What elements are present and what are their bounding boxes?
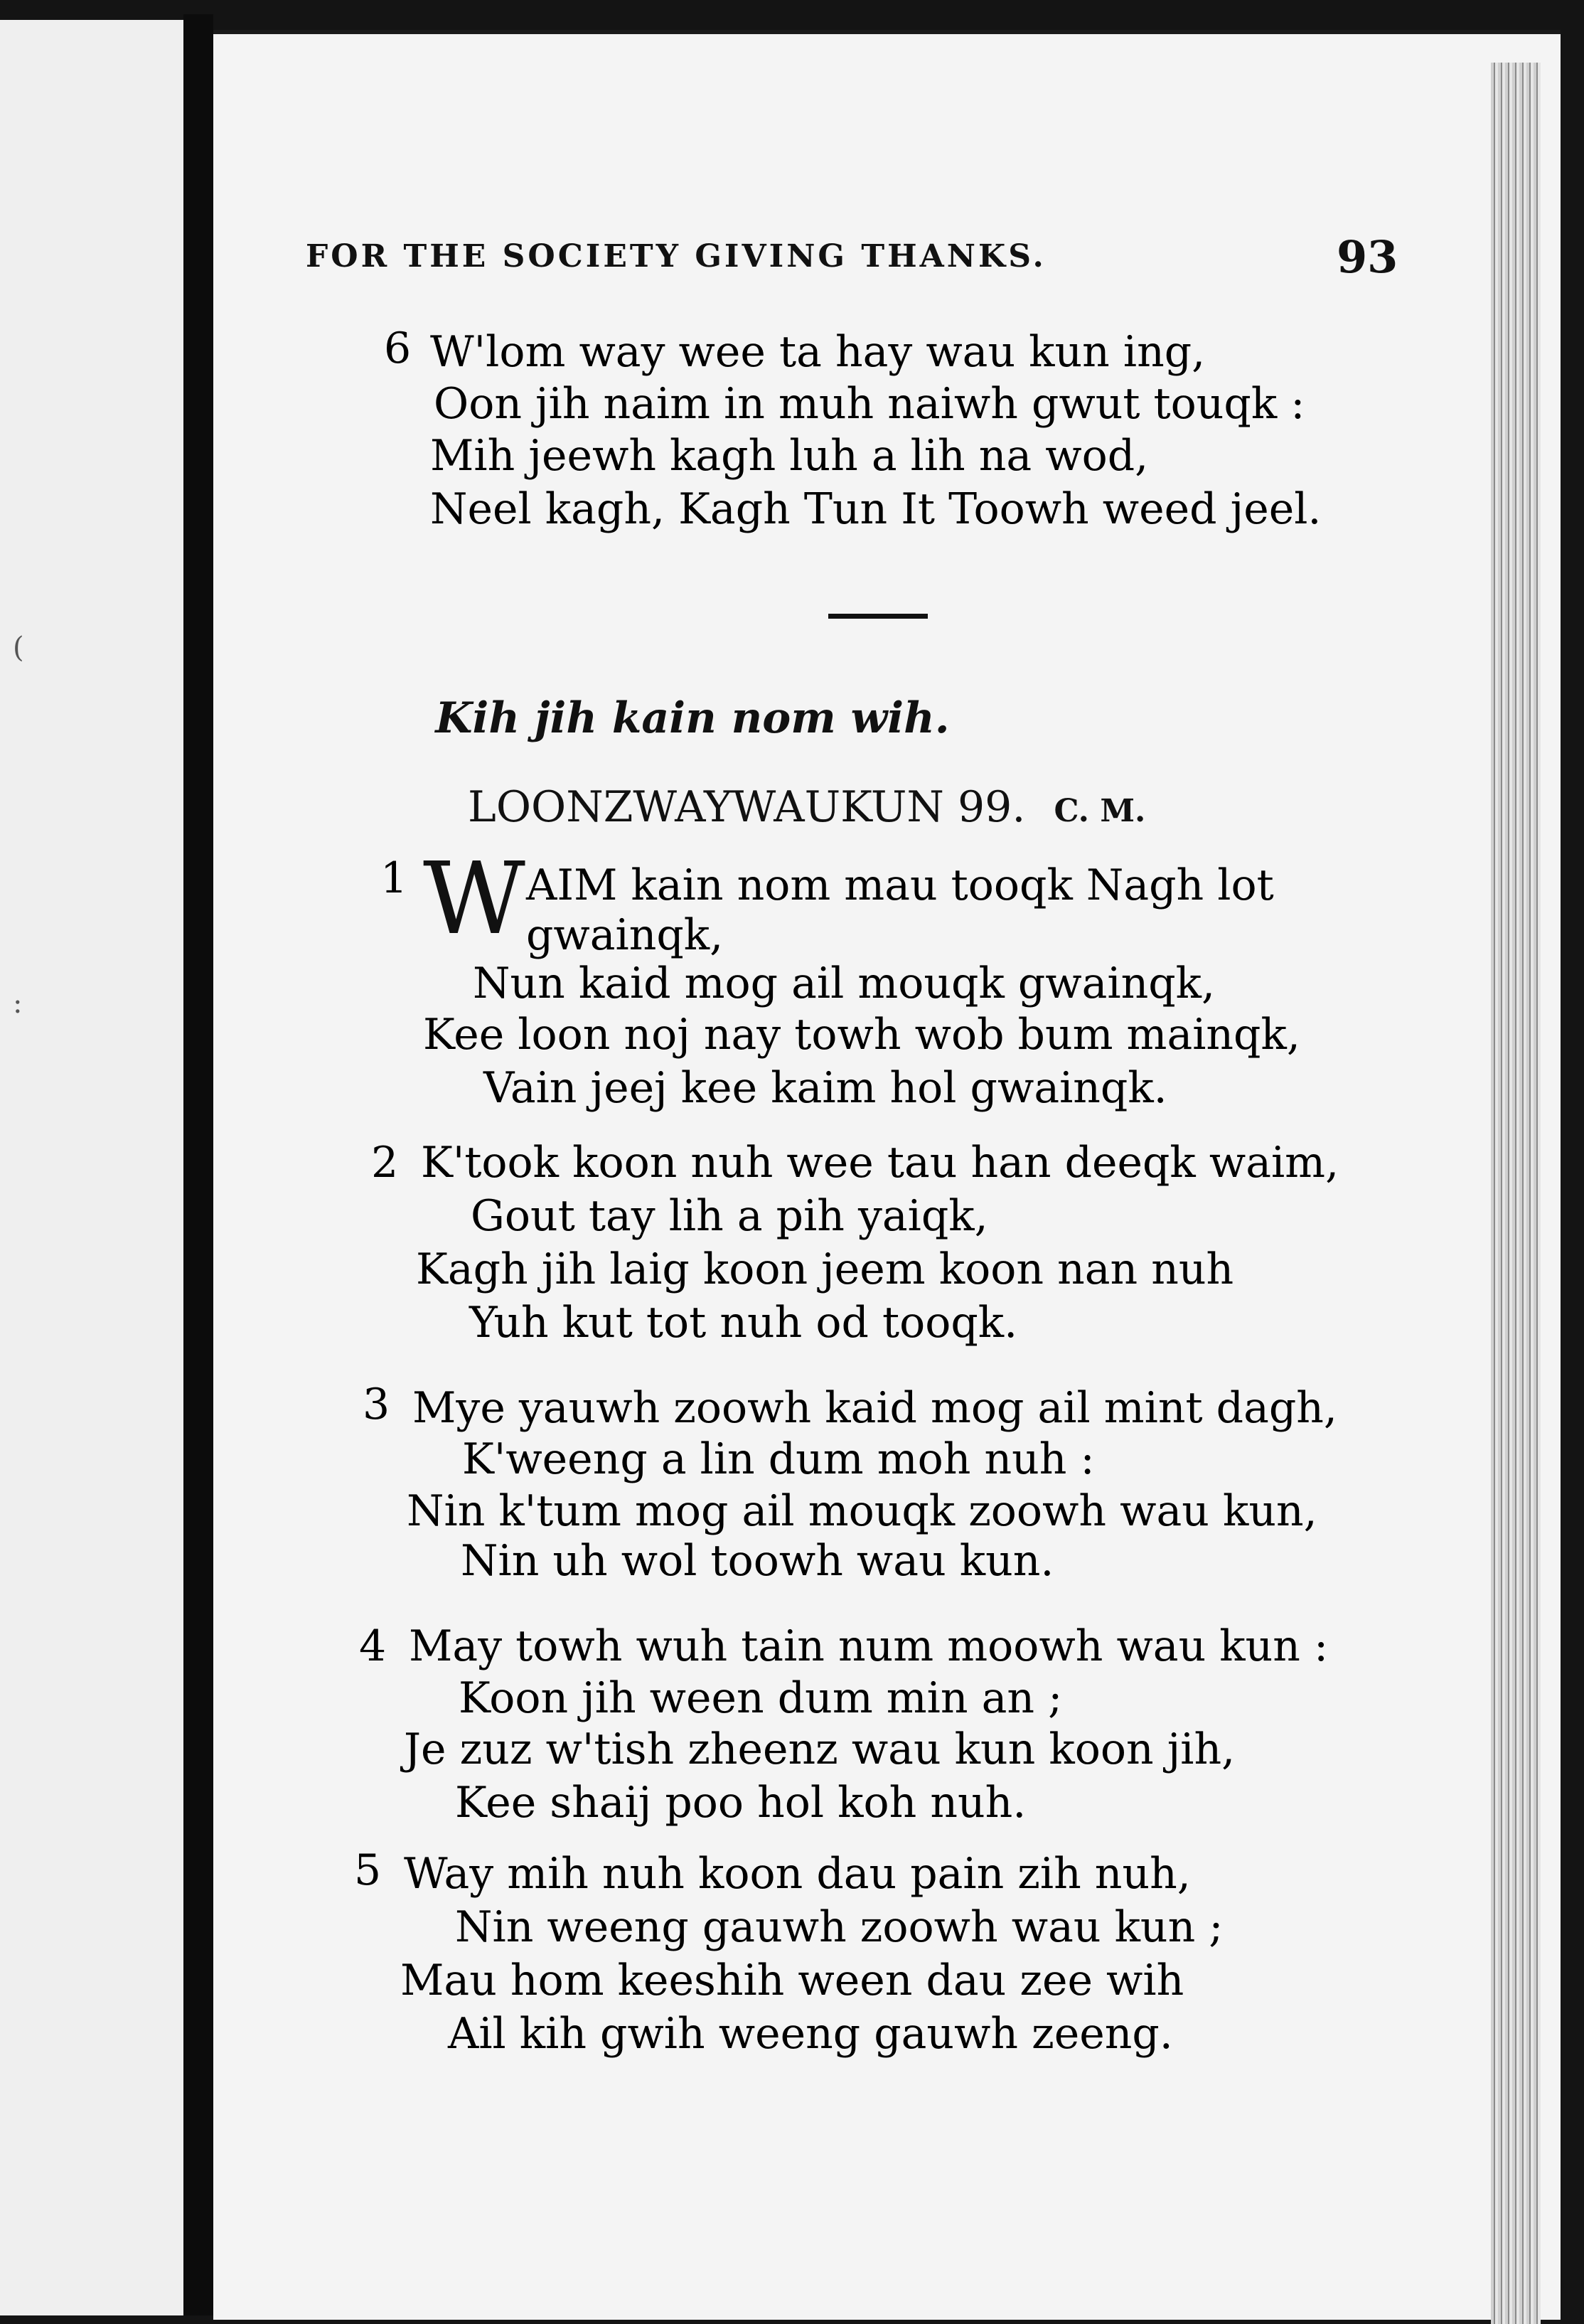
- hymn-subtitle: Kih jih kain nom wih.: [435, 693, 950, 743]
- verse-line: K'weeng a lin dum moh nuh :: [462, 1434, 1095, 1484]
- verse-line: Mau hom keeshih ween dau zee wih: [400, 1956, 1184, 2005]
- running-title: FOR THE SOCIETY GIVING THANKS.: [306, 238, 1047, 274]
- verse-line: Way mih nuh koon dau pain zih nuh,: [404, 1849, 1191, 1899]
- stanza-number: 5: [354, 1845, 382, 1895]
- verse-line: Nin weeng gauwh zoowh wau kun ;: [455, 1902, 1224, 1952]
- stanza-number: 1: [380, 853, 408, 903]
- book-gutter: [183, 14, 213, 2315]
- page-number: 93: [1337, 231, 1398, 283]
- verse-line: gwainqk,: [526, 910, 724, 960]
- stanza-number: 6: [384, 324, 412, 373]
- stanza-number: 4: [359, 1621, 387, 1671]
- hymn-number-title: LOONZWAYWAUKUN 99.: [468, 782, 1026, 832]
- verse-line: Nin k'tum mog ail mouqk zoowh wau kun,: [407, 1486, 1317, 1536]
- verse-line: K'took koon nuh wee tau han deeqk waim,: [421, 1138, 1339, 1188]
- verse-line: Nun kaid mog ail mouqk gwainqk,: [473, 959, 1216, 1008]
- verse-line: Kagh jih laig koon jeem koon nan nuh: [416, 1244, 1234, 1294]
- facing-page-edge: ( :: [0, 20, 183, 2315]
- section-divider: [828, 614, 928, 619]
- hymn-meter: C. M.: [1054, 793, 1146, 829]
- verse-line: Mye yauwh zoowh kaid mog ail mint dagh,: [412, 1383, 1337, 1433]
- verse-line: Ail kih gwih weeng gauwh zeeng.: [448, 2009, 1173, 2059]
- stanza-number: 2: [371, 1138, 399, 1188]
- verse-line: Kee loon noj nay towh wob bum mainqk,: [423, 1010, 1300, 1060]
- verse-line: Koon jih ween dum min an ;: [459, 1673, 1063, 1723]
- verse-line: Mih jeewh kagh luh a lih na wod,: [430, 431, 1149, 481]
- verse-line: Nin uh wol toowh wau kun.: [461, 1536, 1054, 1586]
- verse-line: W'lom way wee ta hay wau kun ing,: [430, 327, 1206, 377]
- verse-line: Yuh kut tot nuh od tooqk.: [469, 1298, 1018, 1348]
- page-edges: [1491, 63, 1541, 2324]
- verse-line: AIM kain nom mau tooqk Nagh lot: [526, 860, 1274, 910]
- verse-line: Kee shaij poo hol koh nuh.: [455, 1778, 1027, 1828]
- hymn-title: [468, 782, 1145, 832]
- drop-cap: W: [423, 841, 525, 957]
- verse-line: Neel kagh, Kagh Tun It Toowh weed jeel.: [430, 484, 1322, 534]
- stanza-number: 3: [363, 1380, 390, 1429]
- verse-line: Vain jeej kee kaim hol gwainqk.: [483, 1063, 1167, 1113]
- verse-line: Gout tay lih a pih yaiqk,: [471, 1191, 988, 1241]
- verse-line: May towh wuh tain num moowh wau kun :: [409, 1621, 1329, 1671]
- verse-line: Oon jih naim in muh naiwh gwut touqk :: [434, 379, 1305, 429]
- verse-line: Je zuz w'tish zheenz wau kun koon jih,: [404, 1725, 1236, 1774]
